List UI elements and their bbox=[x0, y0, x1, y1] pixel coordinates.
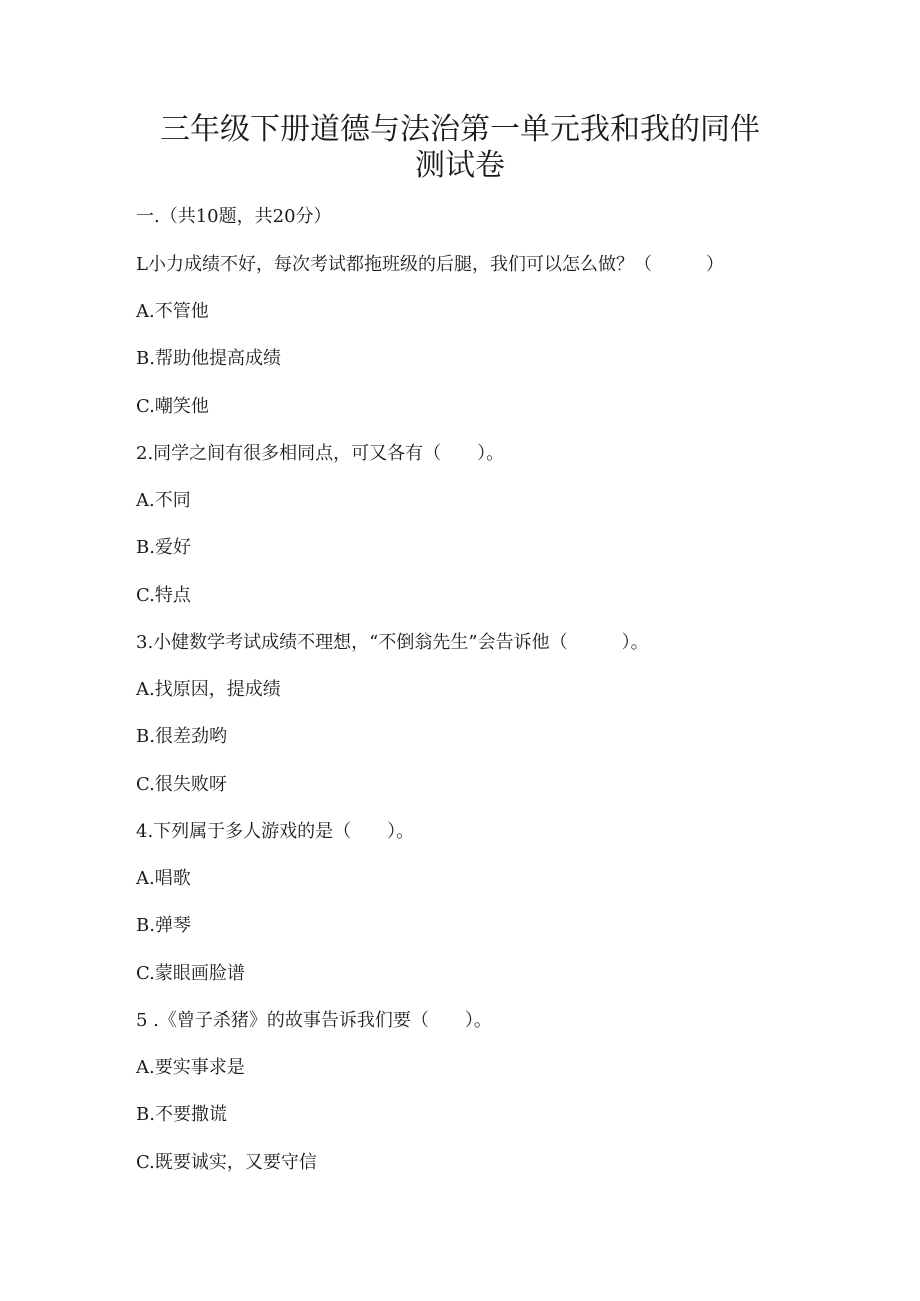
question-2-stem: 2.同学之间有很多相同点，可又各有（ ）。 bbox=[136, 443, 505, 464]
question-4-stem: 4.下列属于多人游戏的是（ ）。 bbox=[136, 821, 415, 842]
question-5-option-c: C.既要诚实，又要守信 bbox=[136, 1152, 317, 1173]
question-2-option-b: B.爱好 bbox=[136, 537, 191, 558]
question-1-option-b: B.帮助他提高成绩 bbox=[136, 348, 281, 369]
question-4-option-b: B.弹琴 bbox=[136, 915, 191, 936]
question-4-option-a: A.唱歌 bbox=[136, 868, 191, 889]
question-5-option-a: A.要实事求是 bbox=[136, 1057, 245, 1078]
question-3-option-a: A.找原因，提成绩 bbox=[136, 679, 281, 700]
page-title: 三年级下册道德与法治第一单元我和我的同伴测试卷 bbox=[160, 112, 760, 183]
question-1-option-c: C.嘲笑他 bbox=[136, 396, 209, 417]
question-2-option-a: A.不同 bbox=[136, 490, 191, 511]
question-5-stem: 5 .《曾子杀猪》的故事告诉我们要（ ）。 bbox=[136, 1010, 492, 1031]
question-1-stem: L小力成绩不好，每次考试都拖班级的后腿，我们可以怎么做？（ ） bbox=[136, 254, 724, 275]
question-3-option-b: B.很差劲哟 bbox=[136, 726, 227, 747]
question-3-option-c: C.很失败呀 bbox=[136, 774, 227, 795]
question-5-option-b: B.不要撒谎 bbox=[136, 1104, 227, 1125]
question-3-stem: 3.小健数学考试成绩不理想，“不倒翁先生”会告诉他（ ）。 bbox=[136, 632, 649, 653]
section-header: 一.（共10题，共20分） bbox=[136, 206, 332, 227]
question-2-option-c: C.特点 bbox=[136, 585, 191, 606]
question-1-option-a: A.不管他 bbox=[136, 301, 209, 322]
question-4-option-c: C.蒙眼画脸谱 bbox=[136, 963, 245, 984]
